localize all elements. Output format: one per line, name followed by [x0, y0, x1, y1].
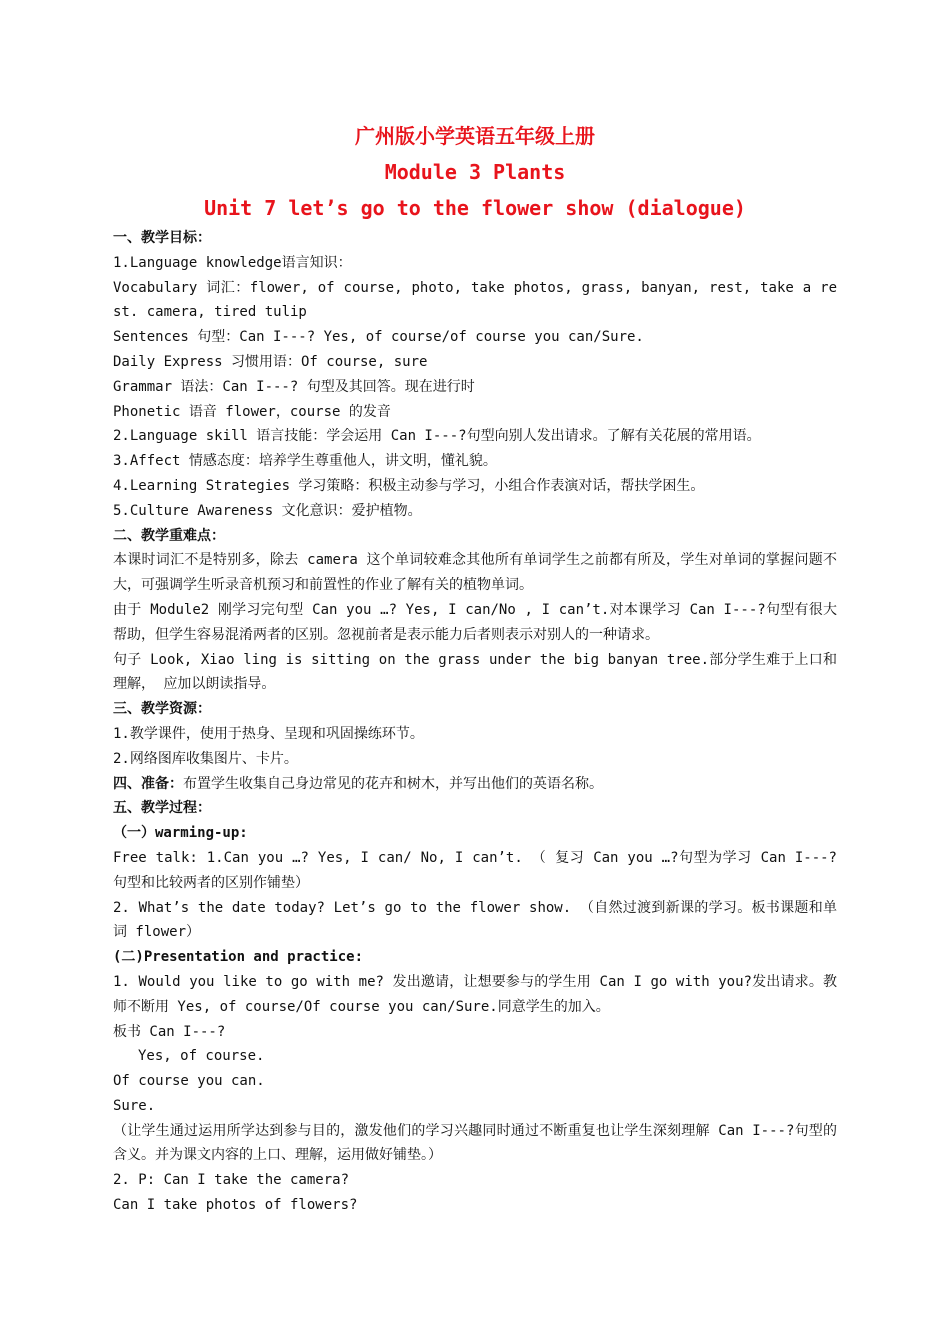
presentation-item-1: 1. Would you like to go with me? 发出邀请，让想要参与的学生用 Can I go with you?发出请求。教师不断用 Yes, of course/Of course you can/Sure.同意学生的加入。 [113, 973, 837, 1015]
objective-language-knowledge: 1.Language knowledge语言知识： [113, 254, 352, 271]
key-points-paragraph-3: 句子 Look, Xiao ling is sitting on the grass under the big banyan tree.部分学生难于上口和理解， 应加以朗读指导。 [113, 651, 837, 693]
resource-item-1: 1.教学课件，使用于热身、呈现和巩固操练环节。 [113, 725, 424, 742]
objective-daily-express: Daily Express 习惯用语：Of course, sure [113, 353, 428, 370]
key-points-paragraph-2: 由于 Module2 刚学习完句型 Can you …? Yes, I can/No , I can’t.对本课学习 Can I---?句型有很大帮助，但学生容易混淆两者的区别。忽视前者是表示能力后者则表示对别人的一种请求。 [113, 601, 837, 643]
board-writing-heading: 板书 Can I---? [113, 1023, 226, 1040]
subheading-presentation: (二)Presentation and practice: [113, 949, 364, 966]
resource-item-2: 2.网络图库收集图片、卡片。 [113, 750, 298, 767]
doc-module-title: Module 3 Plants [384, 160, 566, 184]
preparation-line [113, 772, 837, 797]
objective-culture-awareness: 5.Culture Awareness 文化意识：爱护植物。 [113, 502, 422, 519]
board-writing-line-3: Sure. [113, 1097, 156, 1114]
section-heading-resources: 三、教学资源： [113, 701, 211, 718]
section-heading-key-points: 二、教学重难点： [113, 527, 225, 544]
section-heading-process: 五、教学过程： [113, 800, 211, 817]
preparation-text: 布置学生收集自己身边常见的花卉和树木，并写出他们的英语名称。 [183, 775, 603, 792]
board-writing-line-1: Yes, of course. [138, 1048, 265, 1065]
key-points-paragraph-1: 本课时词汇不是特别多，除去 camera 这个单词较难念其他所有单词学生之前都有所及，学生对单词的掌握问题不大，可强调学生听录音机预习和前置性的作业了解有关的植物单词。 [113, 552, 837, 594]
doc-unit-title: Unit 7 let’s go to the flower show (dialogue) [204, 196, 746, 220]
objective-affect: 3.Affect 情感态度：培养学生尊重他人，讲文明，懂礼貌。 [113, 453, 497, 470]
objective-grammar: Grammar 语法：Can I---? 句型及其回答。现在进行时 [113, 378, 475, 395]
section-heading-objectives: 一、教学目标： [113, 230, 211, 246]
objective-phonetic: Phonetic 语音 flower，course 的发音 [113, 403, 391, 420]
presentation-note: （让学生通过运用所学达到参与目的，激发他们的学习兴趣同时通过不断重复也让学生深刻理解 Can I---?句型的含义。并为课文内容的上口、理解，运用做好铺垫。） [113, 1122, 837, 1164]
doc-title-cn: 广州版小学英语五年级上册 [355, 124, 595, 148]
board-writing-line-2: Of course you can. [113, 1073, 265, 1090]
presentation-item-2: 2. P: Can I take the camera? [113, 1172, 350, 1189]
warming-up-item-1: Free talk: 1.Can you …? Yes, I can/ No, I can’t. （ 复习 Can you …?句型为学习 Can I---?句型和比较两者的区别作铺垫） [113, 849, 837, 891]
section-heading-preparation: 四、准备： [113, 775, 183, 792]
objective-language-skill: 2.Language skill 语言技能：学会运用 Can I---?句型向别人发出请求。了解有关花展的常用语。 [113, 428, 761, 445]
warming-up-item-2: 2. What’s the date today? Let’s go to the flower show. （自然过渡到新课的学习。板书课题和单词 flower） [113, 899, 837, 941]
objective-vocabulary: Vocabulary 词汇：flower, of course, photo, take photos, grass, banyan, rest, take a rest. camera, tired tulip [113, 279, 837, 321]
objective-learning-strategies: 4.Learning Strategies 学习策略：积极主动参与学习，小组合作表演对话，帮扶学困生。 [113, 477, 705, 494]
subheading-warming-up: （一）warming-up: [113, 825, 248, 842]
document-page [113, 118, 837, 1218]
objective-sentences: Sentences 句型：Can I---? Yes, of course/of course you can/Sure. [113, 329, 644, 346]
presentation-item-3: Can I take photos of flowers? [113, 1197, 358, 1214]
